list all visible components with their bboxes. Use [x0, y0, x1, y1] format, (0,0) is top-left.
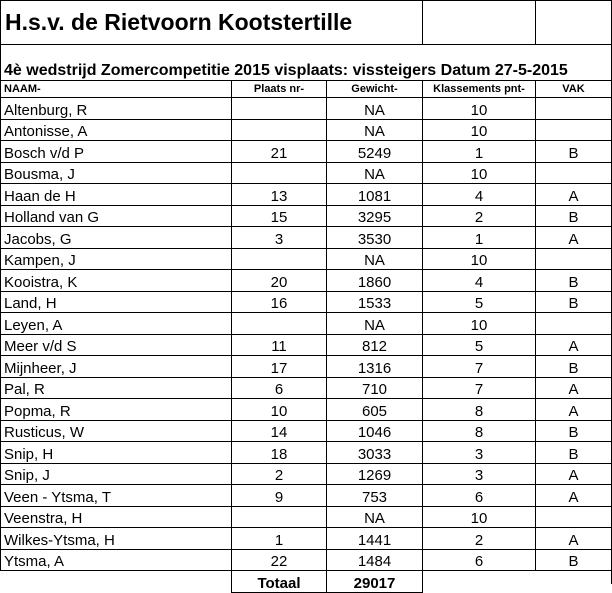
table-row: [1, 291, 612, 313]
table-row: [1, 162, 612, 184]
cell-vak: [536, 248, 612, 270]
table-row: [1, 485, 612, 507]
cell-punten: 10: [423, 162, 536, 184]
cell-gewicht: 1860: [327, 270, 423, 292]
table-row: [1, 377, 612, 399]
cell-punten: 10: [423, 506, 536, 528]
cell-naam: Veenstra, H: [1, 506, 232, 528]
cell-vak: B: [536, 141, 612, 163]
cell-plaats: 22: [232, 549, 327, 571]
cell-naam: Kampen, J: [1, 248, 232, 270]
cell-vak: B: [536, 291, 612, 313]
table-row: [1, 420, 612, 442]
table-row: [1, 549, 612, 571]
cell-naam: Wilkes-Ytsma, H: [1, 528, 232, 550]
cell-plaats: 1: [232, 528, 327, 550]
cell-plaats: 3: [232, 227, 327, 249]
table-row: [1, 205, 612, 227]
empty-cell: [423, 571, 536, 593]
cell-naam: Bosch v/d P: [1, 141, 232, 163]
cell-naam: Kooistra, K: [1, 270, 232, 292]
title-row: [1, 1, 612, 45]
table-row: [1, 442, 612, 464]
cell-punten: 4: [423, 270, 536, 292]
cell-punten: 1: [423, 141, 536, 163]
cell-gewicht: NA: [327, 248, 423, 270]
cell-punten: 5: [423, 334, 536, 356]
cell-punten: 8: [423, 420, 536, 442]
table-row: [1, 227, 612, 249]
cell-vak: A: [536, 485, 612, 507]
cell-vak: A: [536, 399, 612, 421]
cell-gewicht: NA: [327, 98, 423, 120]
cell-punten: 4: [423, 184, 536, 206]
cell-plaats: [232, 162, 327, 184]
table-row: [1, 528, 612, 550]
cell-gewicht: 1269: [327, 463, 423, 485]
cell-gewicht: 1533: [327, 291, 423, 313]
cell-plaats: 18: [232, 442, 327, 464]
column-header-naam: NAAM-: [1, 81, 232, 98]
cell-naam: Land, H: [1, 291, 232, 313]
cell-punten: 8: [423, 399, 536, 421]
cell-plaats: 14: [232, 420, 327, 442]
cell-punten: 10: [423, 98, 536, 120]
cell-vak: A: [536, 334, 612, 356]
cell-punten: 6: [423, 549, 536, 571]
table-row: [1, 463, 612, 485]
table-row: [1, 184, 612, 206]
table-row: [1, 141, 612, 163]
cell-naam: Pal, R: [1, 377, 232, 399]
cell-naam: Bousma, J: [1, 162, 232, 184]
table-row: [1, 248, 612, 270]
cell-plaats: [232, 313, 327, 335]
subtitle-row: [1, 59, 612, 81]
cell-gewicht: 710: [327, 377, 423, 399]
cell-punten: 10: [423, 313, 536, 335]
cell-naam: Antonisse, A: [1, 119, 232, 141]
cell-vak: [536, 313, 612, 335]
cell-punten: 3: [423, 463, 536, 485]
cell-naam: Mijnheer, J: [1, 356, 232, 378]
cell-vak: [536, 162, 612, 184]
cell-naam: Snip, J: [1, 463, 232, 485]
cell-plaats: 9: [232, 485, 327, 507]
cell-punten: 7: [423, 377, 536, 399]
cell-vak: A: [536, 528, 612, 550]
cell-gewicht: NA: [327, 119, 423, 141]
table-row: [1, 334, 612, 356]
cell-gewicht: 1441: [327, 528, 423, 550]
cell-gewicht: 753: [327, 485, 423, 507]
empty-cell: [1, 571, 232, 593]
cell-vak: B: [536, 205, 612, 227]
cell-vak: A: [536, 377, 612, 399]
cell-naam: Rusticus, W: [1, 420, 232, 442]
cell-plaats: 6: [232, 377, 327, 399]
cell-gewicht: 5249: [327, 141, 423, 163]
cell-gewicht: 605: [327, 399, 423, 421]
empty-cell: [536, 571, 612, 593]
cell-vak: B: [536, 442, 612, 464]
cell-plaats: [232, 98, 327, 120]
table-row: [1, 313, 612, 335]
column-header-plaats: Plaats nr-: [232, 81, 327, 98]
cell-punten: 6: [423, 485, 536, 507]
table-row: [1, 98, 612, 120]
table-row: [1, 356, 612, 378]
column-header-klassement: Klassements pnt-: [423, 81, 536, 98]
cell-gewicht: NA: [327, 506, 423, 528]
cell-plaats: 13: [232, 184, 327, 206]
cell-punten: 10: [423, 248, 536, 270]
total-label: Totaal: [232, 571, 327, 593]
cell-punten: 7: [423, 356, 536, 378]
cell-naam: Leyen, A: [1, 313, 232, 335]
cell-vak: [536, 506, 612, 528]
cell-vak: [536, 119, 612, 141]
cell-naam: Holland van G: [1, 205, 232, 227]
cell-punten: 10: [423, 119, 536, 141]
cell-gewicht: 3295: [327, 205, 423, 227]
empty-cell: [423, 1, 536, 45]
cell-gewicht: NA: [327, 162, 423, 184]
cell-plaats: 21: [232, 141, 327, 163]
total-row: [1, 571, 612, 593]
cell-plaats: [232, 119, 327, 141]
cell-naam: Snip, H: [1, 442, 232, 464]
cell-punten: 5: [423, 291, 536, 313]
cell-vak: A: [536, 184, 612, 206]
column-header-gewicht: Gewicht-: [327, 81, 423, 98]
page-title: H.s.v. de Rietvoorn Kootstertille: [1, 1, 423, 45]
cell-gewicht: 1046: [327, 420, 423, 442]
total-value: 29017: [327, 571, 423, 593]
cell-naam: Ytsma, A: [1, 549, 232, 571]
cell-plaats: 2: [232, 463, 327, 485]
cell-vak: B: [536, 356, 612, 378]
empty-cell: [1, 45, 612, 60]
cell-vak: A: [536, 463, 612, 485]
cell-naam: Meer v/d S: [1, 334, 232, 356]
cell-plaats: [232, 248, 327, 270]
cell-vak: B: [536, 420, 612, 442]
cell-gewicht: 1081: [327, 184, 423, 206]
cell-plaats: 11: [232, 334, 327, 356]
cell-gewicht: 812: [327, 334, 423, 356]
column-header-vak: VAK: [536, 81, 612, 98]
header-row: [1, 81, 612, 98]
cell-punten: 2: [423, 528, 536, 550]
cell-punten: 2: [423, 205, 536, 227]
cell-gewicht: 3530: [327, 227, 423, 249]
cell-plaats: 10: [232, 399, 327, 421]
cell-vak: B: [536, 549, 612, 571]
cell-plaats: 16: [232, 291, 327, 313]
competition-subtitle: 4è wedstrijd Zomercompetitie 2015 visplaats: vissteigers Datum 27-5-2015: [1, 59, 612, 81]
cell-gewicht: 1316: [327, 356, 423, 378]
cell-vak: [536, 98, 612, 120]
cell-vak: A: [536, 227, 612, 249]
table-row: [1, 119, 612, 141]
cell-gewicht: 3033: [327, 442, 423, 464]
cell-plaats: [232, 506, 327, 528]
cell-naam: Veen - Ytsma, T: [1, 485, 232, 507]
cell-naam: Jacobs, G: [1, 227, 232, 249]
cell-naam: Altenburg, R: [1, 98, 232, 120]
cell-vak: B: [536, 270, 612, 292]
cell-plaats: 17: [232, 356, 327, 378]
table-row: [1, 506, 612, 528]
cell-gewicht: NA: [327, 313, 423, 335]
cell-punten: 1: [423, 227, 536, 249]
table-row: [1, 399, 612, 421]
cell-plaats: 20: [232, 270, 327, 292]
cell-plaats: 15: [232, 205, 327, 227]
cell-punten: 3: [423, 442, 536, 464]
cell-gewicht: 1484: [327, 549, 423, 571]
blank-row: [1, 45, 612, 60]
empty-cell: [536, 1, 612, 45]
cell-naam: Popma, R: [1, 399, 232, 421]
table-row: [1, 270, 612, 292]
cell-naam: Haan de H: [1, 184, 232, 206]
